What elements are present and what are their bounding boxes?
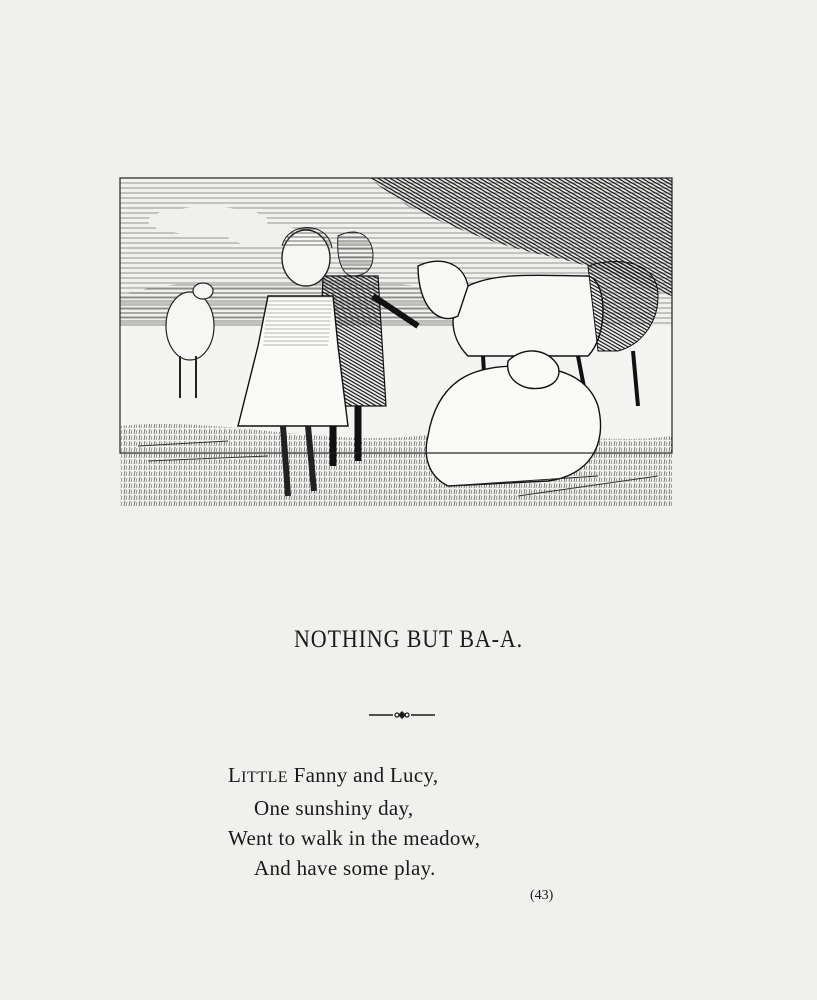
- divider-ornament-icon: [369, 708, 435, 722]
- poem-line-3: Went to walk in the meadow,: [228, 826, 481, 850]
- poem-stanza: [228, 760, 480, 883]
- page-number: (43): [530, 888, 554, 903]
- poem-line-4: And have some play.: [254, 856, 436, 880]
- poem-line-2: One sunshiny day,: [254, 796, 414, 820]
- poem-line-1: LITTLE Fanny and Lucy,: [228, 763, 439, 787]
- page-title: NOTHING BUT BA-A.: [293, 626, 524, 653]
- engraving-illustration: [118, 176, 676, 512]
